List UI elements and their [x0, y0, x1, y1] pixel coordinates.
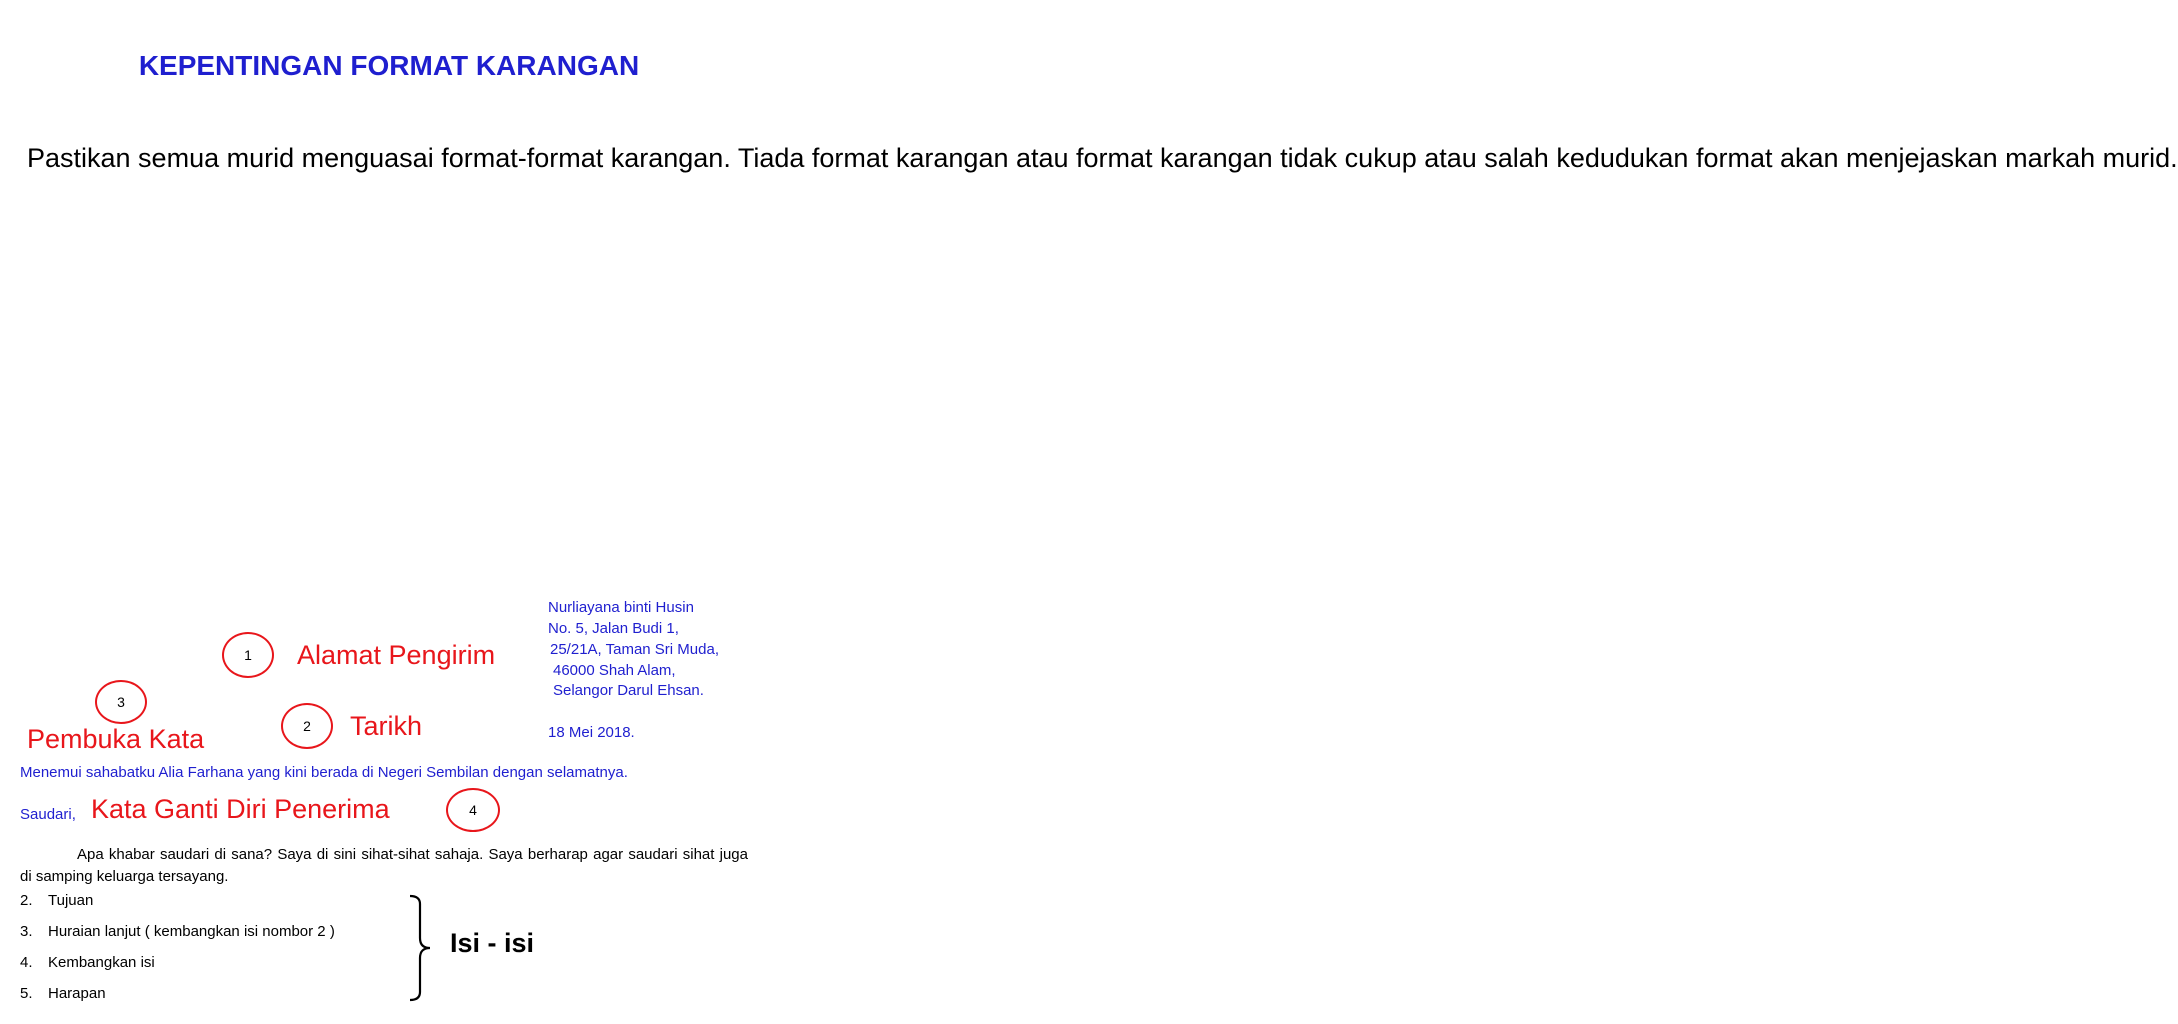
intro-text: Pastikan semua murid menguasai format-format karangan. Tiada format karangan atau format karangan tidak cukup atau salah kedudukan format akan menjejaskan markah murid. — [27, 143, 2178, 173]
isi-label: Isi - isi — [450, 928, 535, 958]
salutation: Saudari, — [20, 806, 76, 823]
marker-1-number: 1 — [244, 647, 252, 663]
page-title: KEPENTINGAN FORMAT KARANGAN — [138, 50, 640, 81]
address-line-3: 46000 Shah Alam, — [553, 662, 676, 679]
marker-3-label: Pembuka Kata — [27, 724, 205, 754]
marker-3-circle — [95, 680, 147, 724]
list-item-number: 2. — [20, 892, 33, 909]
address-line-4: Selangor Darul Ehsan. — [553, 682, 704, 699]
marker-1-circle — [222, 632, 274, 678]
letter-body — [20, 844, 748, 888]
sender-name: Nurliayana binti Husin — [548, 599, 694, 616]
letter-body-text: Apa khabar saudari di sana? Saya di sini sihat-sihat sahaja. Saya berharap agar saudari sihat juga di samping keluarga tersayang. — [20, 846, 748, 885]
greeting-line: Menemui sahabatku Alia Farhana yang kini berada di Negeri Sembilan dengan selamatnya. — [20, 764, 628, 781]
list-item-text: Kembangkan isi — [48, 954, 155, 971]
marker-1-label: Alamat Pengirim — [297, 640, 496, 670]
list-item — [20, 892, 93, 909]
list-item-text: Huraian lanjut ( kembangkan isi nombor 2 ) — [48, 923, 335, 940]
intro-paragraph — [27, 140, 2178, 176]
curly-brace-icon — [404, 892, 434, 1004]
marker-4-number: 4 — [469, 802, 477, 818]
list-item — [20, 954, 155, 971]
list-item-number: 4. — [20, 954, 33, 971]
marker-3-number: 3 — [117, 694, 125, 710]
address-line-2: 25/21A, Taman Sri Muda, — [550, 641, 719, 658]
address-line-1: No. 5, Jalan Budi 1, — [548, 620, 679, 637]
list-item — [20, 985, 106, 1002]
letter-date: 18 Mei 2018. — [548, 724, 635, 741]
list-item-number: 3. — [20, 923, 33, 940]
marker-2-circle — [281, 703, 333, 749]
marker-2-number: 2 — [303, 718, 311, 734]
list-item-text: Harapan — [48, 985, 106, 1002]
list-item — [20, 923, 335, 940]
list-item-number: 5. — [20, 985, 33, 1002]
marker-4-label: Kata Ganti Diri Penerima — [91, 794, 390, 824]
marker-2-label: Tarikh — [350, 711, 423, 741]
list-item-text: Tujuan — [48, 892, 94, 909]
marker-4-circle — [446, 788, 500, 832]
